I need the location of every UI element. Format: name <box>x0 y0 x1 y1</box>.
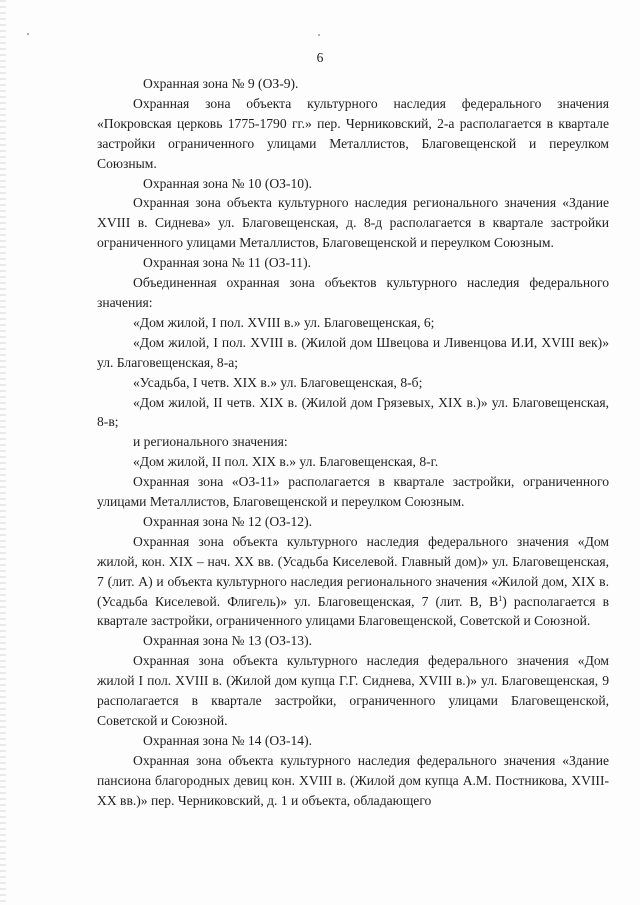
page-number: 6 <box>316 50 324 65</box>
paragraph-oz13-description: Охранная зона объекта культурного наследия федерального значения «Дом жилой I пол. XVIII в. (Жилой дом купца Г.Г. Сиднева, XVIII в.)» ул. Благовещенская, 9 располагается в квартале застройки, ограниченного улицами Благовещенской, Советской и Союзной. <box>97 653 609 728</box>
section-heading-oz9: Охранная зона № 9 (ОЗ-9). <box>143 76 299 91</box>
paragraph-oz11-location: Охранная зона «ОЗ-11» располагается в квартале застройки, ограниченного улицами Металлистов, Благовещенской и переулком Союзным. <box>97 474 609 510</box>
list-item-oz11-object-2: «Дом жилой, I пол. XVIII в. (Жилой дом Швецова и Ливенцова И.И, XVIII век)» ул. Благовещенская, 8-а; <box>97 334 609 370</box>
list-item-oz11-object-5: «Дом жилой, II пол. XIX в.» ул. Благовещенская, 8-г. <box>133 454 439 470</box>
superscript-footnote: 1 <box>498 593 503 603</box>
list-item-oz11-object-1: «Дом жилой, I пол. XVIII в.» ул. Благовещенская, 6; <box>133 314 435 330</box>
paragraph-oz12-text: Охранная зона объекта культурного наследия федерального значения «Дом жилой, кон. XIX – нач. XX вв. (Усадьба Киселевой. Главный дом)» ул. Благовещенская, 7 (лит. А) и объекта культурного наследия регионального значения «Жилой дом, XIX в. (Усадьба Киселевой. Флигель)» ул. Благовещенская, 7 (лит. В, В <box>97 533 609 609</box>
list-item-oz11-object-4: «Дом жилой, II четв. XIX в. (Жилой дом Грязевых, XIX в.)» ул. Благовещенская, 8-в; <box>97 394 609 430</box>
scan-edge-artifact <box>0 0 6 905</box>
scan-speck <box>27 33 29 35</box>
paragraph-oz11-intro: Объединенная охранная зона объектов культурного наследия федерального значения: <box>97 275 609 310</box>
paragraph-oz11-regional-label: и регионального значения: <box>133 434 288 450</box>
section-heading-oz13: Охранная зона № 13 (ОЗ-13). <box>143 633 313 649</box>
paragraph-oz10-description: Охранная зона объекта культурного наследия регионального значения «Здание XVIII в. Сиднева» ул. Благовещенская, д. 8-д располагается в квартале застройки ограниченного улицами Металлистов, Благовещенской и переулком Союзным. <box>97 195 609 251</box>
scan-speck <box>318 34 320 36</box>
section-heading-oz11: Охранная зона № 11 (ОЗ-11). <box>143 255 312 271</box>
section-heading-oz10: Охранная зона № 10 (ОЗ-10). <box>143 175 313 191</box>
document-body <box>97 74 609 811</box>
paragraph-oz12-tail: ) располагается в квартале застройки, ограниченного улицами Благовещенской, Советской и Союзной. <box>97 593 610 629</box>
paragraph-oz14-description: Охранная зона объекта культурного наследия федерального значения «Здание пансиона благородных девиц кон. XVIII в. (Жилой дом купца А.М. Постникова, XVIII-XX вв.)» пер. Черниковский, д. 1 и объекта, обладающего <box>97 752 609 808</box>
paragraph-oz9-description: Охранная зона объекта культурного наследия федерального значения «Покровская церковь 1775-1790 гг.» пер. Черниковский, 2-а располагается в квартале застройки ограниченного улицами Металлистов, Благовещенской и переулком Союзным. <box>97 95 609 171</box>
section-heading-oz14: Охранная зона № 14 (ОЗ-14). <box>143 732 313 748</box>
section-heading-oz12: Охранная зона № 12 (ОЗ-12). <box>143 513 313 529</box>
paragraph-oz12-description <box>97 532 609 632</box>
list-item-oz11-object-3: «Усадьба, I четв. XIX в.» ул. Благовещенская, 8-б; <box>133 374 423 390</box>
